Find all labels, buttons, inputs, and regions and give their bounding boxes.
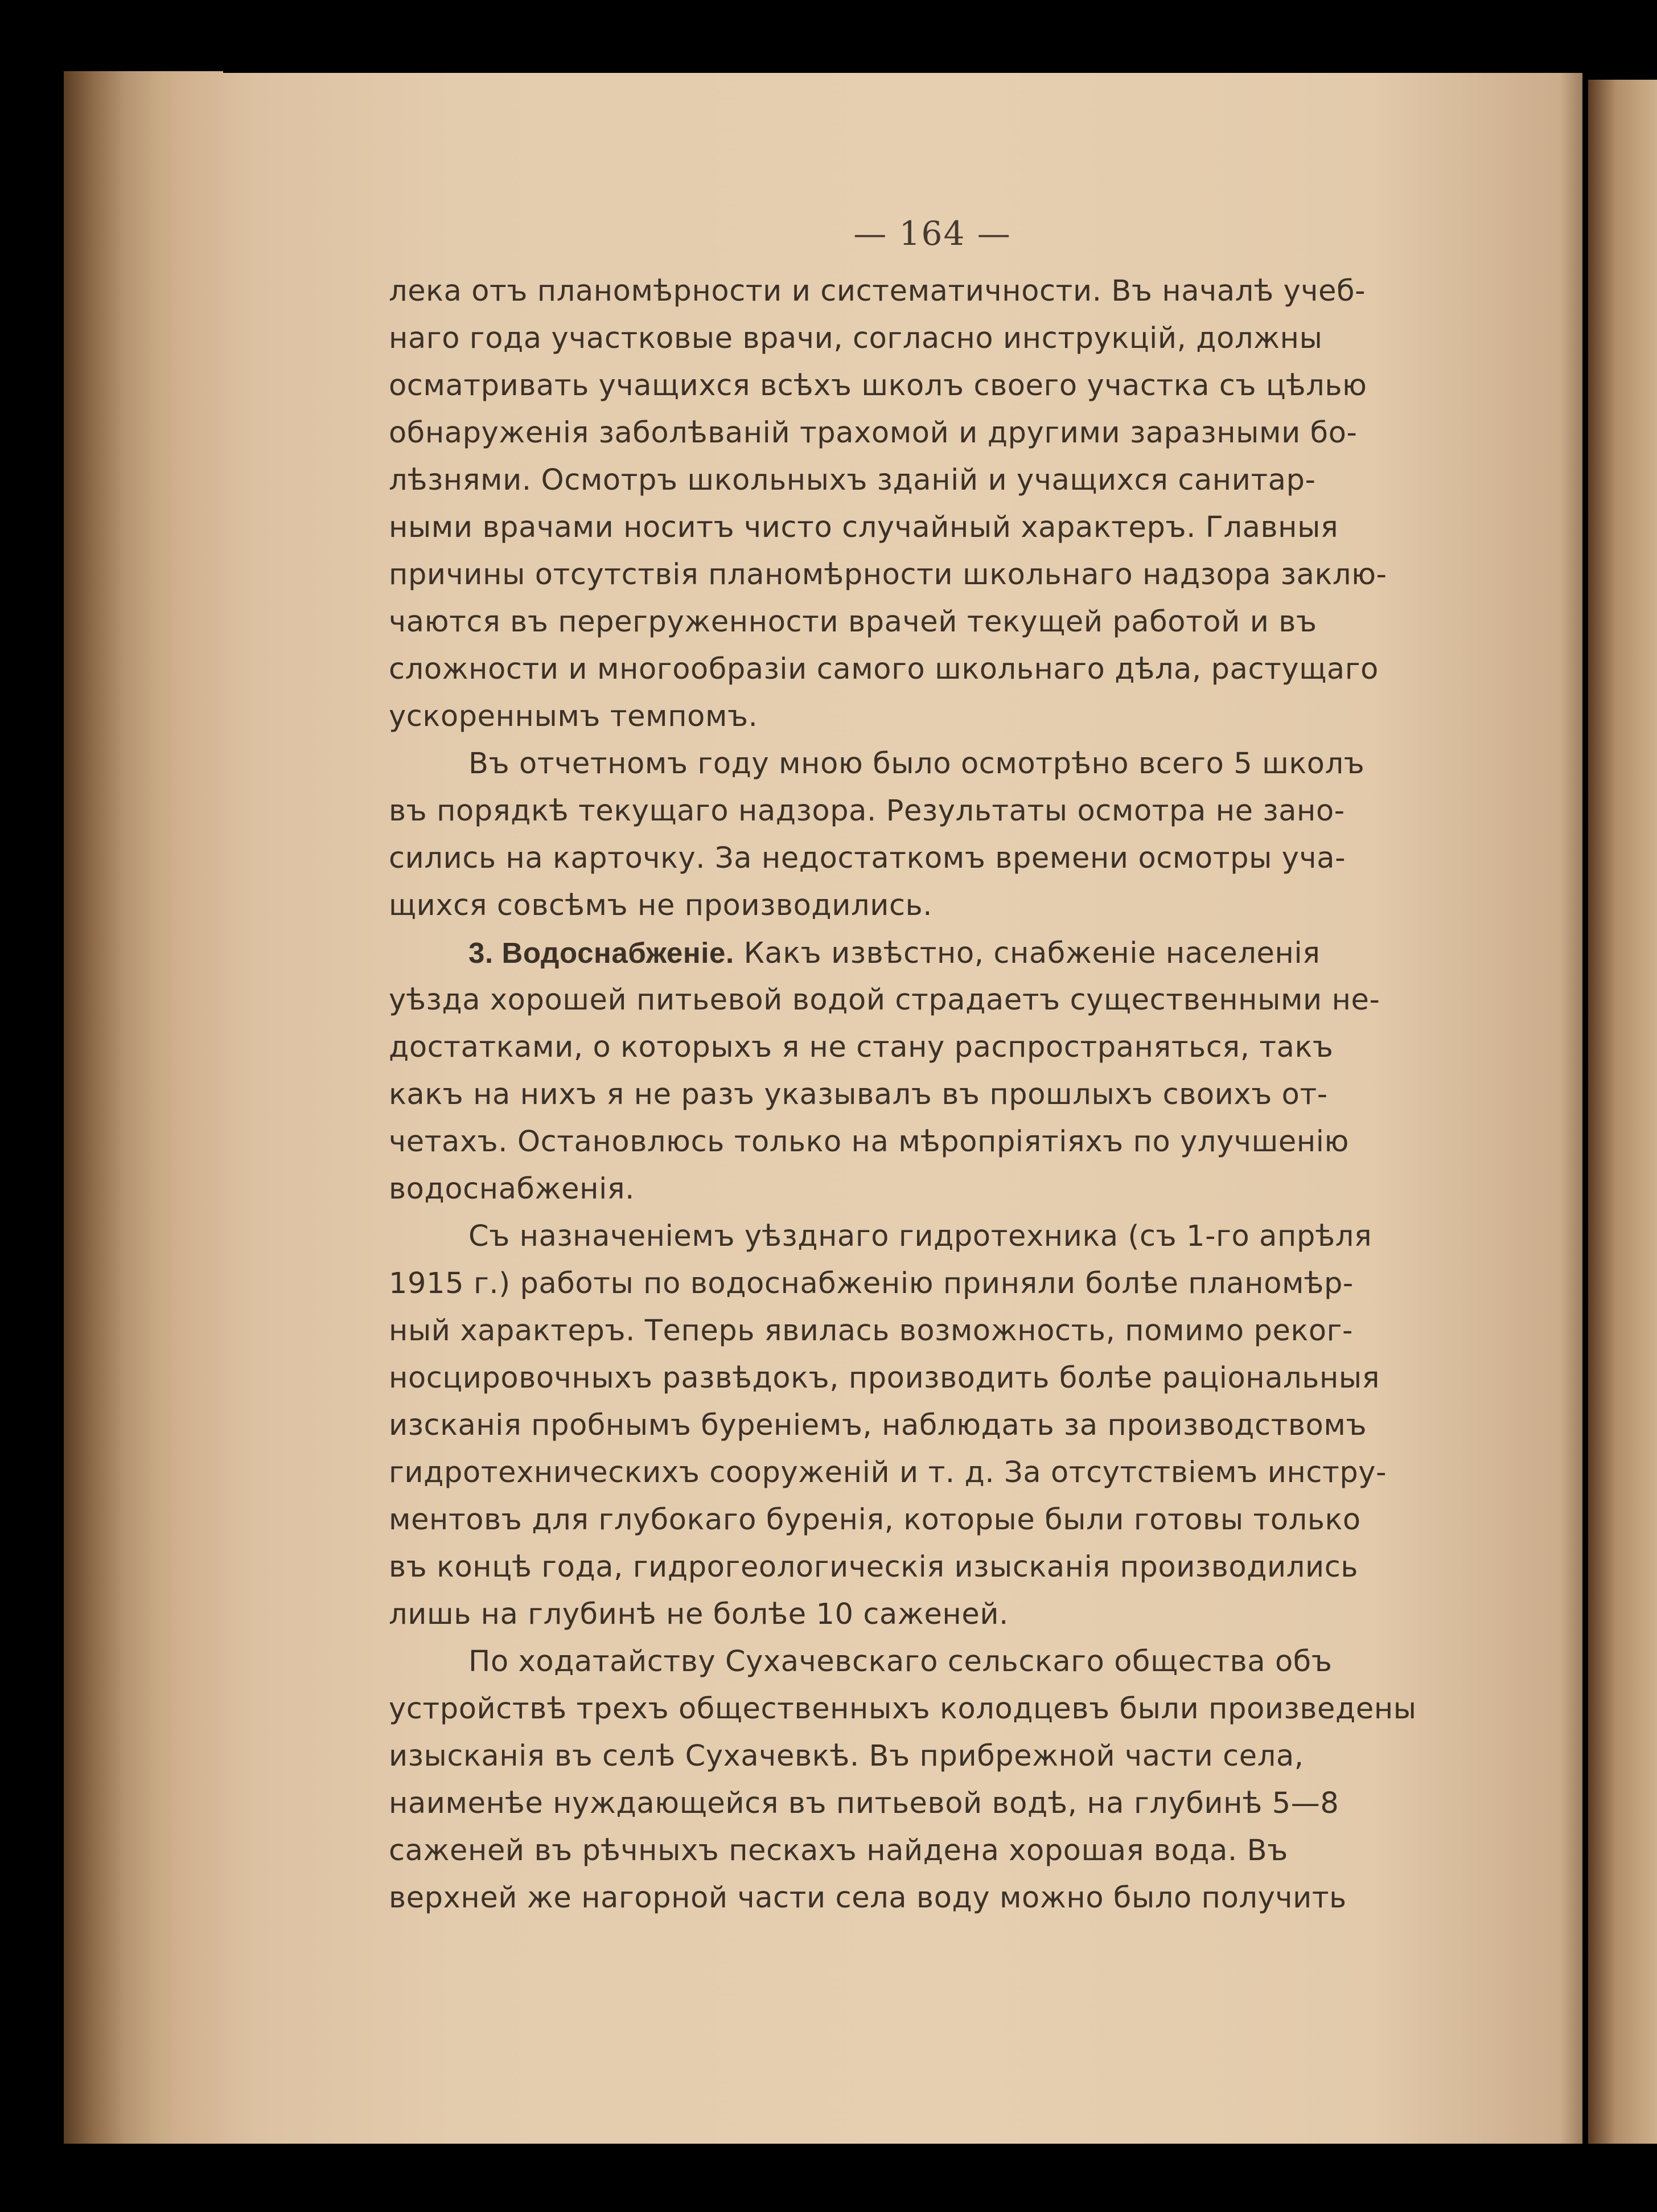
text-line: сложности и многообразіи самого школьнаго дѣла, растущаго — [389, 652, 1379, 686]
text-line: наго года участковые врачи, согласно инструкцій, должны — [389, 322, 1323, 355]
text-line: саженей въ рѣчныхъ пескахъ найдена хорошая вода. Въ — [389, 1834, 1288, 1868]
text-line: четахъ. Остановлюсь только на мѣропріятіяхъ по улучшенію — [389, 1125, 1350, 1159]
text-line: Какъ извѣстно, снабженіе населенія — [743, 937, 1321, 970]
text-line: ными врачами носитъ чисто случайный характеръ. Главныя — [389, 511, 1339, 544]
text-line: какъ на нихъ я не разъ указывалъ въ прошлыхъ своихъ от- — [389, 1078, 1328, 1111]
body-text — [389, 268, 1442, 1922]
text-line: чаются въ перегруженности врачей текущей работой и въ — [389, 605, 1317, 639]
section-heading-line — [389, 929, 1442, 976]
text-line: достатками, о которыхъ я не стану распространяться, такъ — [389, 1031, 1334, 1064]
text-line: 1915 г.) работы по водоснабженію приняли болѣе планомѣр- — [389, 1267, 1354, 1300]
page-edge-shadow — [1560, 73, 1582, 2144]
text-line: По ходатайству Сухачевскаго сельскаго общества объ — [468, 1645, 1333, 1679]
text-line: наименѣе нуждающейся въ питьевой водѣ, на глубинѣ 5—8 — [389, 1787, 1339, 1820]
section-heading: 3. Водоснабженіе. — [468, 937, 734, 969]
text-line: изысканія въ селѣ Сухачевкѣ. Въ прибрежной части села, — [389, 1739, 1304, 1773]
text-line: въ концѣ года, гидрогеологическія изысканія производились — [389, 1550, 1359, 1584]
text-line: гидротехническихъ сооруженій и т. д. За отсутствіемъ инстру- — [389, 1456, 1387, 1489]
text-line: обнаруженія заболѣваній трахомой и другими заразными бо- — [389, 416, 1358, 450]
text-line: носцировочныхъ развѣдокъ, производить болѣе раціональныя — [389, 1361, 1380, 1395]
text-line: сились на карточку. За недостаткомъ времени осмотры уча- — [389, 842, 1346, 875]
next-page — [1588, 80, 1657, 2144]
page-number: — 164 — — [853, 214, 1012, 253]
text-line: ментовъ для глубокаго буренія, которые были готовы только — [389, 1503, 1361, 1537]
text-line: Въ отчетномъ году мною было осмотрѣно всего 5 школъ — [468, 747, 1365, 781]
text-line: ный характеръ. Теперь явилась возможность, помимо реког- — [389, 1314, 1354, 1348]
text-line: уѣзда хорошей питьевой водой страдаетъ существенными не- — [389, 983, 1380, 1017]
text-line: осматривать учащихся всѣхъ школъ своего участка съ цѣлью — [389, 369, 1367, 403]
text-line: водоснабженія. — [389, 1172, 635, 1206]
text-line: изсканія пробнымъ буреніемъ, наблюдать за производствомъ — [389, 1409, 1367, 1442]
text-line: лишь на глубинѣ не болѣе 10 саженей. — [389, 1598, 1009, 1631]
text-line: щихся совсѣмъ не производились. — [389, 889, 933, 922]
text-line: въ порядкѣ текущаго надзора. Результаты осмотра не зано- — [389, 794, 1345, 828]
text-line: лѣзнями. Осмотръ школьныхъ зданій и учащихся санитар- — [389, 463, 1316, 497]
text-line: ускореннымъ темпомъ. — [389, 700, 758, 733]
text-line: лека отъ планомѣрности и систематичности. Въ началѣ учеб- — [389, 274, 1366, 308]
text-line: причины отсутствія планомѣрности школьнаго надзора заклю- — [389, 558, 1387, 592]
text-line: верхней же нагорной части села воду можно было получить — [389, 1881, 1347, 1915]
text-line: устройствѣ трехъ общественныхъ колодцевъ были произведены — [389, 1692, 1417, 1726]
text-block — [389, 205, 1442, 1922]
text-line: Съ назначеніемъ уѣзднаго гидротехника (съ 1-го апрѣля — [468, 1220, 1372, 1253]
